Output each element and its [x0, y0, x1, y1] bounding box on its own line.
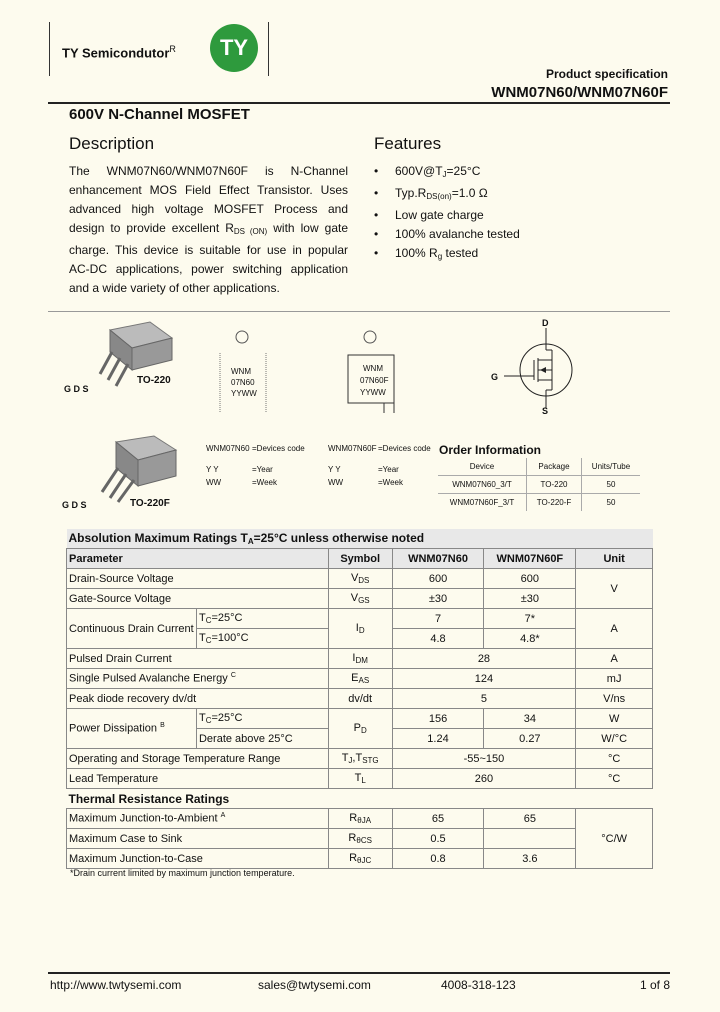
table-cell: 600	[484, 569, 576, 589]
features-heading: Features	[374, 134, 442, 153]
table-cell: °C/W	[576, 809, 653, 869]
legend-code: WW	[206, 478, 222, 487]
table-cell: $R_{\theta JC}$	[328, 849, 392, 869]
table-cell: 7	[392, 609, 484, 629]
table-header: Package	[527, 458, 582, 476]
marking1-line1: WNM	[231, 367, 251, 376]
table-cell: 260	[392, 769, 576, 789]
registered-mark: R	[169, 44, 176, 54]
feature-item: • $Typ.R_{DS(on)}=1.0$ Ω	[374, 184, 520, 206]
table-row	[67, 569, 653, 589]
table-cell: Single Pulsed Avalanche Energy $^C$	[67, 669, 329, 689]
header-rule	[48, 102, 670, 104]
table-cell: Maximum Case to Sink	[67, 829, 329, 849]
table-cell: TO-220	[527, 476, 582, 494]
table-cell: 34	[484, 709, 576, 729]
table-cell: 65	[484, 809, 576, 829]
order-heading: Order Information	[439, 443, 542, 457]
legend-code: WW	[328, 478, 344, 487]
table-cell: WNM07N60_3/T	[438, 476, 527, 494]
table-row	[438, 458, 640, 476]
table-cell: $V_{DS}$	[328, 569, 392, 589]
legend-desc: =Devices code	[252, 444, 305, 453]
page-number: 1 of 8	[640, 978, 671, 992]
table-cell: $E_{AS}$	[328, 669, 392, 689]
feature-item: • Low gate charge	[374, 206, 520, 225]
table-row	[67, 529, 653, 549]
website-link[interactable]: http://www.twtysemi.com	[50, 978, 182, 992]
table-header: WNM07N60F	[484, 549, 576, 569]
table-cell: $T_L$	[328, 769, 392, 789]
table-row	[67, 749, 653, 769]
table-cell: W/°C	[576, 729, 653, 749]
product-spec-label: Product specification	[545, 67, 668, 81]
part-number: WNM07N60/WNM07N60F	[491, 84, 668, 101]
marking1-line2: 07N60	[231, 378, 255, 387]
table-cell: 65	[392, 809, 484, 829]
table-cell: Gate-Source Voltage	[67, 589, 329, 609]
to220f-package-image	[92, 432, 182, 504]
thermal-heading: Thermal Resistance Ratings	[68, 791, 230, 806]
table-cell: Drain-Source Voltage	[67, 569, 329, 589]
table-cell: 124	[392, 669, 576, 689]
table-row	[67, 549, 653, 569]
legend-desc: =Year	[252, 465, 273, 474]
table-cell: V	[576, 569, 653, 609]
footer-rule	[48, 972, 670, 974]
table-cell: -55~150	[392, 749, 576, 769]
table-cell: ±30	[484, 589, 576, 609]
company-name: TY Semicondutor$^R$	[62, 44, 176, 61]
source-label: S	[542, 406, 549, 416]
table-cell: 50	[582, 494, 641, 512]
table-cell: Lead Temperature	[67, 769, 329, 789]
table-cell	[484, 829, 576, 849]
table-cell: °C	[576, 749, 653, 769]
table-row	[67, 689, 653, 709]
table-cell: $I_{DM}$	[328, 649, 392, 669]
company-logo: TY	[210, 24, 258, 72]
order-table	[438, 458, 640, 511]
legend-code: Y Y	[206, 465, 219, 474]
legend-desc: =Week	[252, 478, 277, 487]
table-cell: 4.8	[392, 629, 484, 649]
table-cell: 28	[392, 649, 576, 669]
table-cell: $R_{\theta JA}$	[328, 809, 392, 829]
table-cell: Maximum Junction-to-Ambient $^A$	[67, 809, 329, 829]
marking2-line2: 07N60F	[360, 376, 389, 385]
table-cell: dv/dt	[328, 689, 392, 709]
table-cell: 0.27	[484, 729, 576, 749]
table-row	[67, 769, 653, 789]
table-cell: A	[576, 609, 653, 649]
table-row	[438, 476, 640, 494]
table-header: WNM07N60	[392, 549, 484, 569]
gate-label: G	[491, 372, 499, 382]
table-row	[67, 609, 653, 629]
table-cell: Maximum Junction-to-Case	[67, 849, 329, 869]
footnote: *Drain current limited by maximum junction temperature.	[70, 868, 295, 878]
logo-divider-left	[49, 22, 50, 76]
phone-number: 4008-318-123	[441, 978, 516, 992]
table-cell: V/ns	[576, 689, 653, 709]
table-cell: 4.8*	[484, 629, 576, 649]
legend-desc: =Year	[378, 465, 399, 474]
table-row	[67, 589, 653, 609]
email-link[interactable]: sales@twtysemi.com	[258, 978, 371, 992]
legend-code: WNM07N60	[206, 444, 250, 453]
table-cell: WNM07N60F_3/T	[438, 494, 527, 512]
table-row	[438, 494, 640, 512]
table-cell: Pulsed Drain Current	[67, 649, 329, 669]
table-cell: 5	[392, 689, 576, 709]
feature-item: • 100% avalanche tested	[374, 225, 520, 244]
table-header: Symbol	[328, 549, 392, 569]
feature-item: • $600V@T_J=25^\circ C$	[374, 162, 520, 184]
legend-code: Y Y	[328, 465, 341, 474]
table-cell: 1.24	[392, 729, 484, 749]
table-header: Unit	[576, 549, 653, 569]
drain-label: D	[542, 318, 549, 328]
marking2-line1: WNM	[363, 364, 383, 373]
to220f-pin-labels: G D S	[62, 500, 87, 510]
table-row	[67, 669, 653, 689]
section-rule	[48, 311, 670, 312]
table-cell: $V_{GS}$	[328, 589, 392, 609]
table-cell: $T_C=100^\circ C$	[196, 629, 328, 649]
table-cell: Power Dissipation $^B$	[67, 709, 197, 749]
table-cell: $T_C=25^\circ C$	[196, 709, 328, 729]
table-cell: 600	[392, 569, 484, 589]
ratings-table	[66, 529, 653, 869]
page-title: 600V N-Channel MOSFET	[69, 106, 250, 123]
table-row	[67, 709, 653, 729]
description-heading: Description	[69, 134, 155, 153]
table-cell: 156	[392, 709, 484, 729]
table-row	[67, 809, 653, 829]
table-row	[67, 649, 653, 669]
table-cell: A	[576, 649, 653, 669]
marking2-line3: YYWW	[360, 388, 386, 397]
logo-divider-right	[268, 22, 269, 76]
table-cell: 7*	[484, 609, 576, 629]
table-cell: $R_{\theta CS}$	[328, 829, 392, 849]
to220f-label: TO-220F	[130, 498, 170, 509]
legend-code: WNM07N60F	[328, 444, 377, 453]
mosfet-symbol	[496, 328, 576, 408]
table-cell: W	[576, 709, 653, 729]
features-list	[374, 162, 520, 266]
feature-item: • 100% $R_g$ tested	[374, 244, 520, 266]
table-cell: mJ	[576, 669, 653, 689]
table-cell: $T_J,T_{STG}$	[328, 749, 392, 769]
table-cell: Peak diode recovery dv/dt	[67, 689, 329, 709]
table-cell: TO-220-F	[527, 494, 582, 512]
table-cell: $P_D$	[328, 709, 392, 749]
marking1-line3: YYWW	[231, 389, 257, 398]
table-row	[67, 829, 653, 849]
ratings-heading: Absolution Maximum Ratings $T_A=25^\circ C$ unless otherwise noted	[67, 529, 653, 549]
table-cell: 0.5	[392, 829, 484, 849]
description-text: The WNM07N60/WNM07N60F is N-Channel enhancement MOS Field Effect Transistor. Uses advanced high voltage MOSFET Process and design to provide excellent $R_{DS (ON)}$ with low gate charge. This device is suitable for use in popular AC-DC applications, power switching application and a wide variety of other applications.	[69, 164, 348, 295]
table-cell: Continuous Drain Current	[67, 609, 197, 649]
table-cell: $I_D$	[328, 609, 392, 649]
to220-label: TO-220	[137, 375, 171, 386]
table-cell: ±30	[392, 589, 484, 609]
table-cell: Derate above 25°C	[196, 729, 328, 749]
to220-pin-labels: G D S	[64, 384, 89, 394]
legend-desc: =Week	[378, 478, 403, 487]
legend-desc: =Devices code	[378, 444, 431, 453]
table-header: Parameter	[67, 549, 329, 569]
table-cell: 0.8	[392, 849, 484, 869]
table-header: Device	[469, 462, 495, 471]
table-row	[67, 849, 653, 869]
table-cell: 3.6	[484, 849, 576, 869]
table-header: Units/Tube	[582, 458, 641, 476]
table-cell: 50	[582, 476, 641, 494]
table-row	[67, 789, 653, 809]
table-cell: °C	[576, 769, 653, 789]
table-cell: $T_C=25^\circ C$	[196, 609, 328, 629]
table-cell: Operating and Storage Temperature Range	[67, 749, 329, 769]
